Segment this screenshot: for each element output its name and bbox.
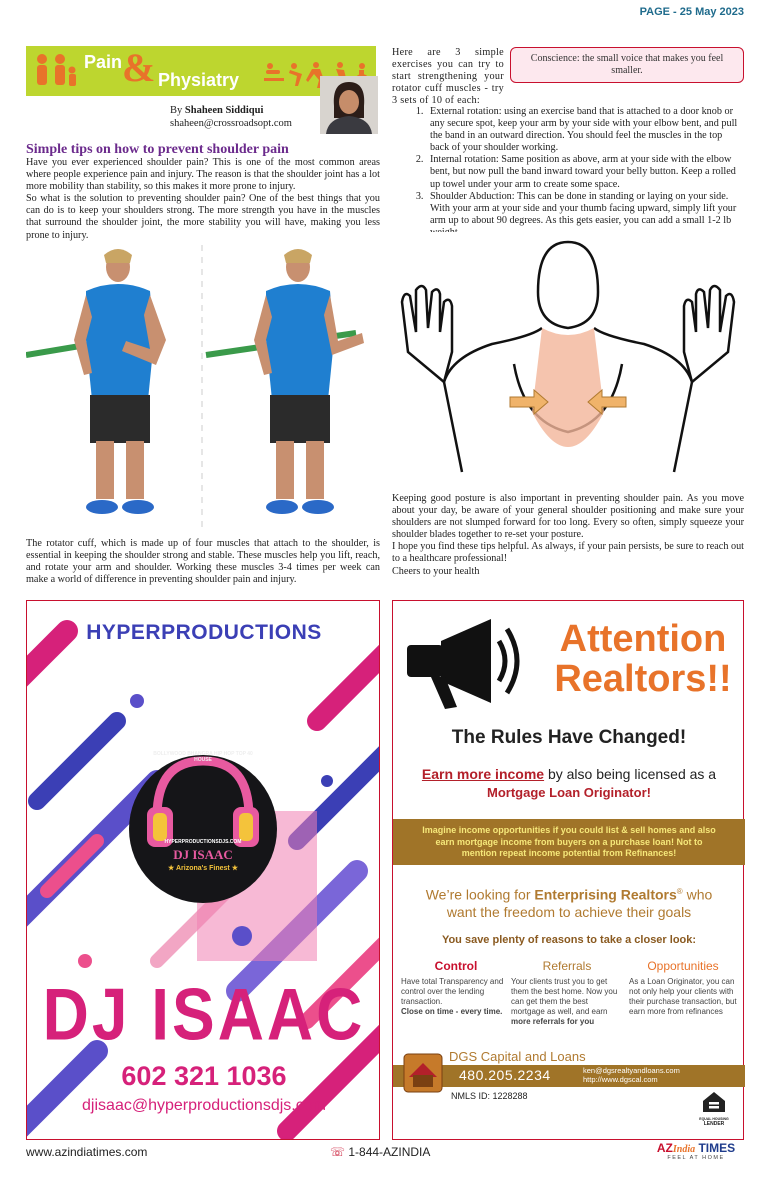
quote-box	[510, 47, 744, 83]
realtor-ad[interactable]	[392, 600, 744, 1140]
author-photo	[320, 76, 378, 134]
contact-band	[393, 1065, 745, 1087]
equal-housing-icon	[701, 1091, 727, 1113]
looking-pre: We’re looking for	[425, 886, 535, 903]
megaphone-icon	[401, 611, 531, 711]
save-reasons-line: You save plenty of reasons to take a closer look:	[441, 934, 697, 946]
badge-url: HYPERPRODUCTIONSDJS.COM	[164, 839, 242, 845]
posture-illustration	[392, 232, 744, 487]
dj-name: DJ ISAAC	[42, 972, 366, 1056]
lender-line-1: EQUAL HOUSING	[699, 1117, 729, 1121]
looking-bold: Enterprising Realtors	[534, 886, 677, 903]
banner-title-physiatry: Physiatry	[158, 70, 240, 90]
paragraph: I hope you find these tips helpful. As always, if your pain persists, be sure to reach out to a healthcare professional!	[392, 541, 744, 565]
phone-icon: ☏	[330, 1145, 346, 1159]
author-name: Shaheen Siddiqui	[184, 105, 264, 116]
az-india-times-logo	[646, 1141, 746, 1161]
footer-phone-number: 1-844-AZINDIA	[348, 1145, 431, 1159]
contact-details	[583, 1066, 680, 1084]
quote-text: Conscience: the small voice that makes you feel smaller.	[530, 53, 724, 76]
dgs-logo-icon	[403, 1053, 443, 1093]
earn-more-link[interactable]: Earn more income	[421, 766, 545, 782]
benefit-title: Opportunities	[647, 959, 719, 973]
income-band: Imagine income opportunities if you could list & sell homes and also earn mortgage income from buyers on a purchase loan! Not to mention repeat income potential from Refinances!	[393, 819, 745, 865]
logo-az: AZ	[656, 1141, 673, 1155]
banner-title-pain: Pain	[84, 52, 123, 72]
dj-phone[interactable]: 602 321 1036	[121, 1061, 287, 1091]
registered-mark: ®	[676, 887, 683, 896]
contact-website[interactable]: http://www.dgscal.com	[583, 1075, 658, 1084]
earn-rest: by also being licensed as a	[544, 766, 717, 782]
paragraph: Have you ever experienced shoulder pain? This is one of the most common areas where people experience pain and injury. The reason is that the shoulder joint has a lot more mobility than stability, so this makes it more prone to injury.	[26, 157, 380, 193]
benefit-bold: Close on time - every time.	[401, 1007, 503, 1016]
byline	[170, 104, 292, 130]
headline-line-1: Attention	[559, 618, 727, 660]
right-column-text	[392, 493, 744, 578]
dj-email[interactable]: djisaac@hyperproductionsdjs.com	[82, 1097, 326, 1114]
author-email[interactable]: shaheen@crossroadsopt.com	[170, 118, 292, 129]
page-label: PAGE - 25 May 2023	[639, 6, 744, 18]
badge-tagline: ★ Arizona's Finest ★	[168, 865, 238, 872]
benefit-column-control	[401, 959, 511, 1017]
benefit-title: Control	[434, 959, 478, 973]
rules-heading: The Rules Have Changed!	[451, 727, 687, 748]
attention-headline	[543, 619, 743, 699]
list-item: 3. Shoulder Abduction: This can be done in standing or laying on your side. With your arm at your side and your thumb facing upward, simply lift your arm up to about 90 degrees. As this gets easier, you can add a small 1-2 lb	[426, 191, 744, 239]
logo-tagline: FEEL AT HOME	[667, 1155, 725, 1161]
company-phone[interactable]: 480.205.2234	[459, 1067, 551, 1083]
paragraph: Keeping good posture is also important in preventing shoulder pain. As you move about your day, be aware of your general shoulder positioning and make sure your shoulders are not slumped forward for too long. Every so often, simply squeeze your shoulder blades together to re-set your posture.	[392, 493, 744, 541]
byline-prefix: By	[170, 105, 185, 116]
paragraph: So what is the solution to preventing shoulder pain? One of the best things that you can do is to keep your shoulders strong. The more strength you have in the muscles that surround the shoulder joint, the more stability you will have, making you less prone to injury.	[26, 193, 380, 241]
contact-email[interactable]: ken@dgsrealtyandloans.com	[583, 1066, 680, 1075]
article-headline: Simple tips on how to prevent shoulder pain	[26, 142, 289, 157]
company-name: DGS Capital and Loans	[449, 1049, 586, 1064]
dj-isaac-ad[interactable]	[26, 600, 380, 1140]
logo-times: TIMES	[698, 1141, 736, 1155]
benefit-text: Your clients trust you to get them the best home. Now you can get them the best mortgage as well, and earn	[511, 977, 618, 1016]
looking-post: who want the freedom to achieve their goals	[446, 886, 713, 920]
logo-india: India	[672, 1144, 696, 1155]
footer-phone[interactable]	[330, 1145, 430, 1159]
sign-off: Cheers to your health	[392, 565, 480, 577]
badge-name: DJ ISAAC	[173, 847, 233, 862]
benefit-title: Referrals	[542, 959, 592, 973]
nmls-id: NMLS ID: 1228288	[451, 1091, 528, 1101]
rotator-cuff-paragraph: The rotator cuff, which is made up of four muscles that attach to the shoulder, is essential in keeping the shoulder strong and stable. These muscles help you lift, reach, and rotate your arm and shoulder. Working these muscles 3-4 times per week can make a world of difference in preventing shoulder pain and injury.	[26, 538, 380, 586]
left-column-text	[26, 157, 380, 242]
benefit-column-referrals	[511, 959, 623, 1027]
headline-line-2: Realtors!!	[554, 658, 732, 700]
footer-website[interactable]: www.azindiatimes.com	[26, 1145, 148, 1159]
badge-genres: BOLLYWOOD BHANGRA HIP HOP TOP 40 HOUSE	[153, 751, 253, 763]
exercises-intro: Here are 3 simple exercises you can try to start strengthening your rotator cuff muscles - try 3 sets of 10 of each:	[392, 47, 504, 107]
exercise-band-photo	[26, 245, 380, 530]
mlo-line: Mortgage Loan Originator!	[487, 785, 651, 800]
looking-for-line	[413, 883, 725, 921]
exercise-list	[410, 106, 744, 239]
equal-housing-logo	[693, 1091, 735, 1127]
earn-line	[393, 766, 745, 782]
list-item: 1. External rotation: using an exercise band that is attached to a door knob or any secure spot, keep your arm by your side with your elbow bent, and pull the band in an outward direction. You should feel the muscles in the top back of your shoulder working.	[426, 106, 744, 154]
benefit-text: As a Loan Originator, you can not only help your clients with their purchase transaction, but earn more from refinances	[629, 977, 737, 1016]
benefit-bold: more referrals for you	[511, 1017, 595, 1026]
lender-line-2: LENDER	[703, 1121, 725, 1127]
list-item: 2. Internal rotation: Same position as above, arm at your side with the elbow bent, but now pull the band inward toward your belly button. Keep a rolled up towel under your arm to create some space.	[426, 154, 744, 190]
benefit-text: Have total Transparency and control over the lending transaction.	[401, 977, 504, 1006]
family-icon	[30, 52, 78, 92]
hyperproductions-brand: HYPERPRODUCTIONS	[86, 621, 322, 644]
benefit-column-opportunities	[629, 959, 737, 1017]
banner-ampersand: &	[122, 45, 156, 90]
